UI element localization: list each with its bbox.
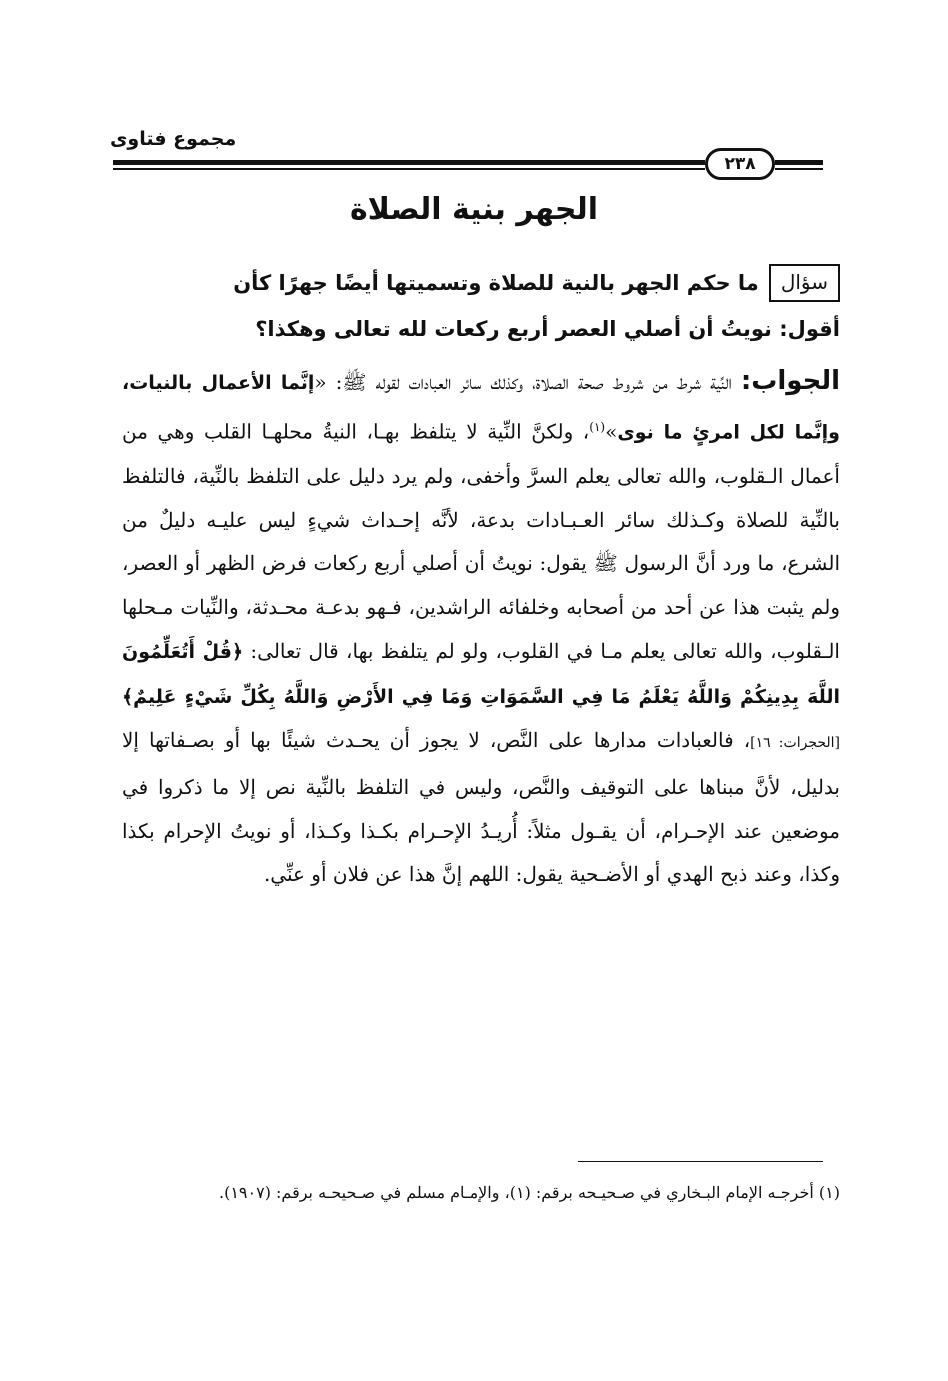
- question-label-box: سؤال: [769, 264, 840, 302]
- quran-verse: ﴿قُلْ أَتُعَلِّمُونَ اللَّهَ بِدِينِكُمْ وَاللَّهُ يَعْلَمُ مَا فِي السَّمَوَاتِ وَمَا فِي الأَرْضِ وَاللَّهُ بِكُلِّ شَيْءٍ عَلِيمٌ﴾: [122, 640, 840, 708]
- page-number: ٢٣٨: [724, 154, 756, 174]
- answer-text-2: ، ولكنَّ النِّية لا يتلفظ بهـا، النيةُ محلهـا القلب وهي من أعمال الـقلوب، والله تعالى يعلم السرَّ وأخفى، ولم يرد دليل على التلفظ بالنِّية، فالتلفظ بالنِّية للصلاة وكـذلك سائر العـبـادات بدعة، لأنَّه إحـداث شيءٍ ليس عليـه دليلٌ من الشرع، ما ورد أنَّ الرسول ﷺ يقول: نويتُ أن أصلي أربع ركعات فرض الظهر أو العصر، ولم يثبت هذا عن أحد من أصحابه وخلفائه الراشدين، فـهو بدعـة محـدثة، والنِّيات مـحلها الـقلوب، والله تعالى يعلم مـا في القلوب، ولو لم يتلفظ بها، قال تعالى:: [122, 419, 840, 663]
- footnote-marker: (١): [589, 419, 606, 434]
- running-title: مجموع فتاوى: [110, 128, 237, 150]
- header-rule-thick: [113, 160, 705, 165]
- answer-text-1: النِّية شرط من شروط صحة الصلاة، وكذلك سائر العبادات لقوله ﷺ: «: [314, 370, 741, 394]
- question-text-1: ما حكم الجهر بالنية للصلاة وتسميتها أيضًا جهرًا كأن: [233, 271, 759, 295]
- answer-paragraph: [122, 360, 840, 897]
- section-title: الجهر بنية الصلاة: [349, 192, 599, 227]
- answer-label: الجواب:: [740, 366, 840, 396]
- header-rule-right-thick: [775, 160, 823, 165]
- header-rule-thin: [113, 168, 705, 170]
- quran-reference: [الحجرات: ١٦]: [750, 735, 841, 752]
- hadith-close-quote: »: [605, 419, 618, 444]
- footnote: (١) أخرجـه الإمام البـخاري في صـحيـحه برقم: (١)، والإمـام مسلم في صـحيحـه برقم: (١٩٠٧).: [219, 1183, 840, 1202]
- answer-text-3: ، فالعبادات مدارها على النَّص، لا يجوز أن يحـدث شيئًا بها أو بصـفاتها إلا بدليل، لأنَّ مبناها على التوقيف والنَّص، وليس في التلفظ بالنِّية نص إلا ما ذكروا في موضعين عند الإحـرام، أن يقـول مثلاً: أُريـدُ الإحـرام بكـذا وكـذا، أو نويتُ الإحرام بكذا وكذا، وعند ذبح الهدي أو الأضـحية يقول: اللهم إنَّ هذا عن فلان أو عنِّي.: [122, 728, 840, 887]
- answer-body: [122, 360, 840, 897]
- page-number-badge: [705, 148, 775, 180]
- question-line-2: أقول: نويتُ أن أصلي العصر أربع ركعات لله تعالى وهكذا؟: [255, 317, 840, 341]
- question-line-1: [125, 264, 840, 302]
- header-rule-right-thin: [775, 168, 823, 170]
- hadith-quote: إنَّما الأعمال بالنيات، وإنَّما لكل امرئٍ ما نوى: [122, 372, 840, 444]
- footnote-separator: [578, 1161, 823, 1162]
